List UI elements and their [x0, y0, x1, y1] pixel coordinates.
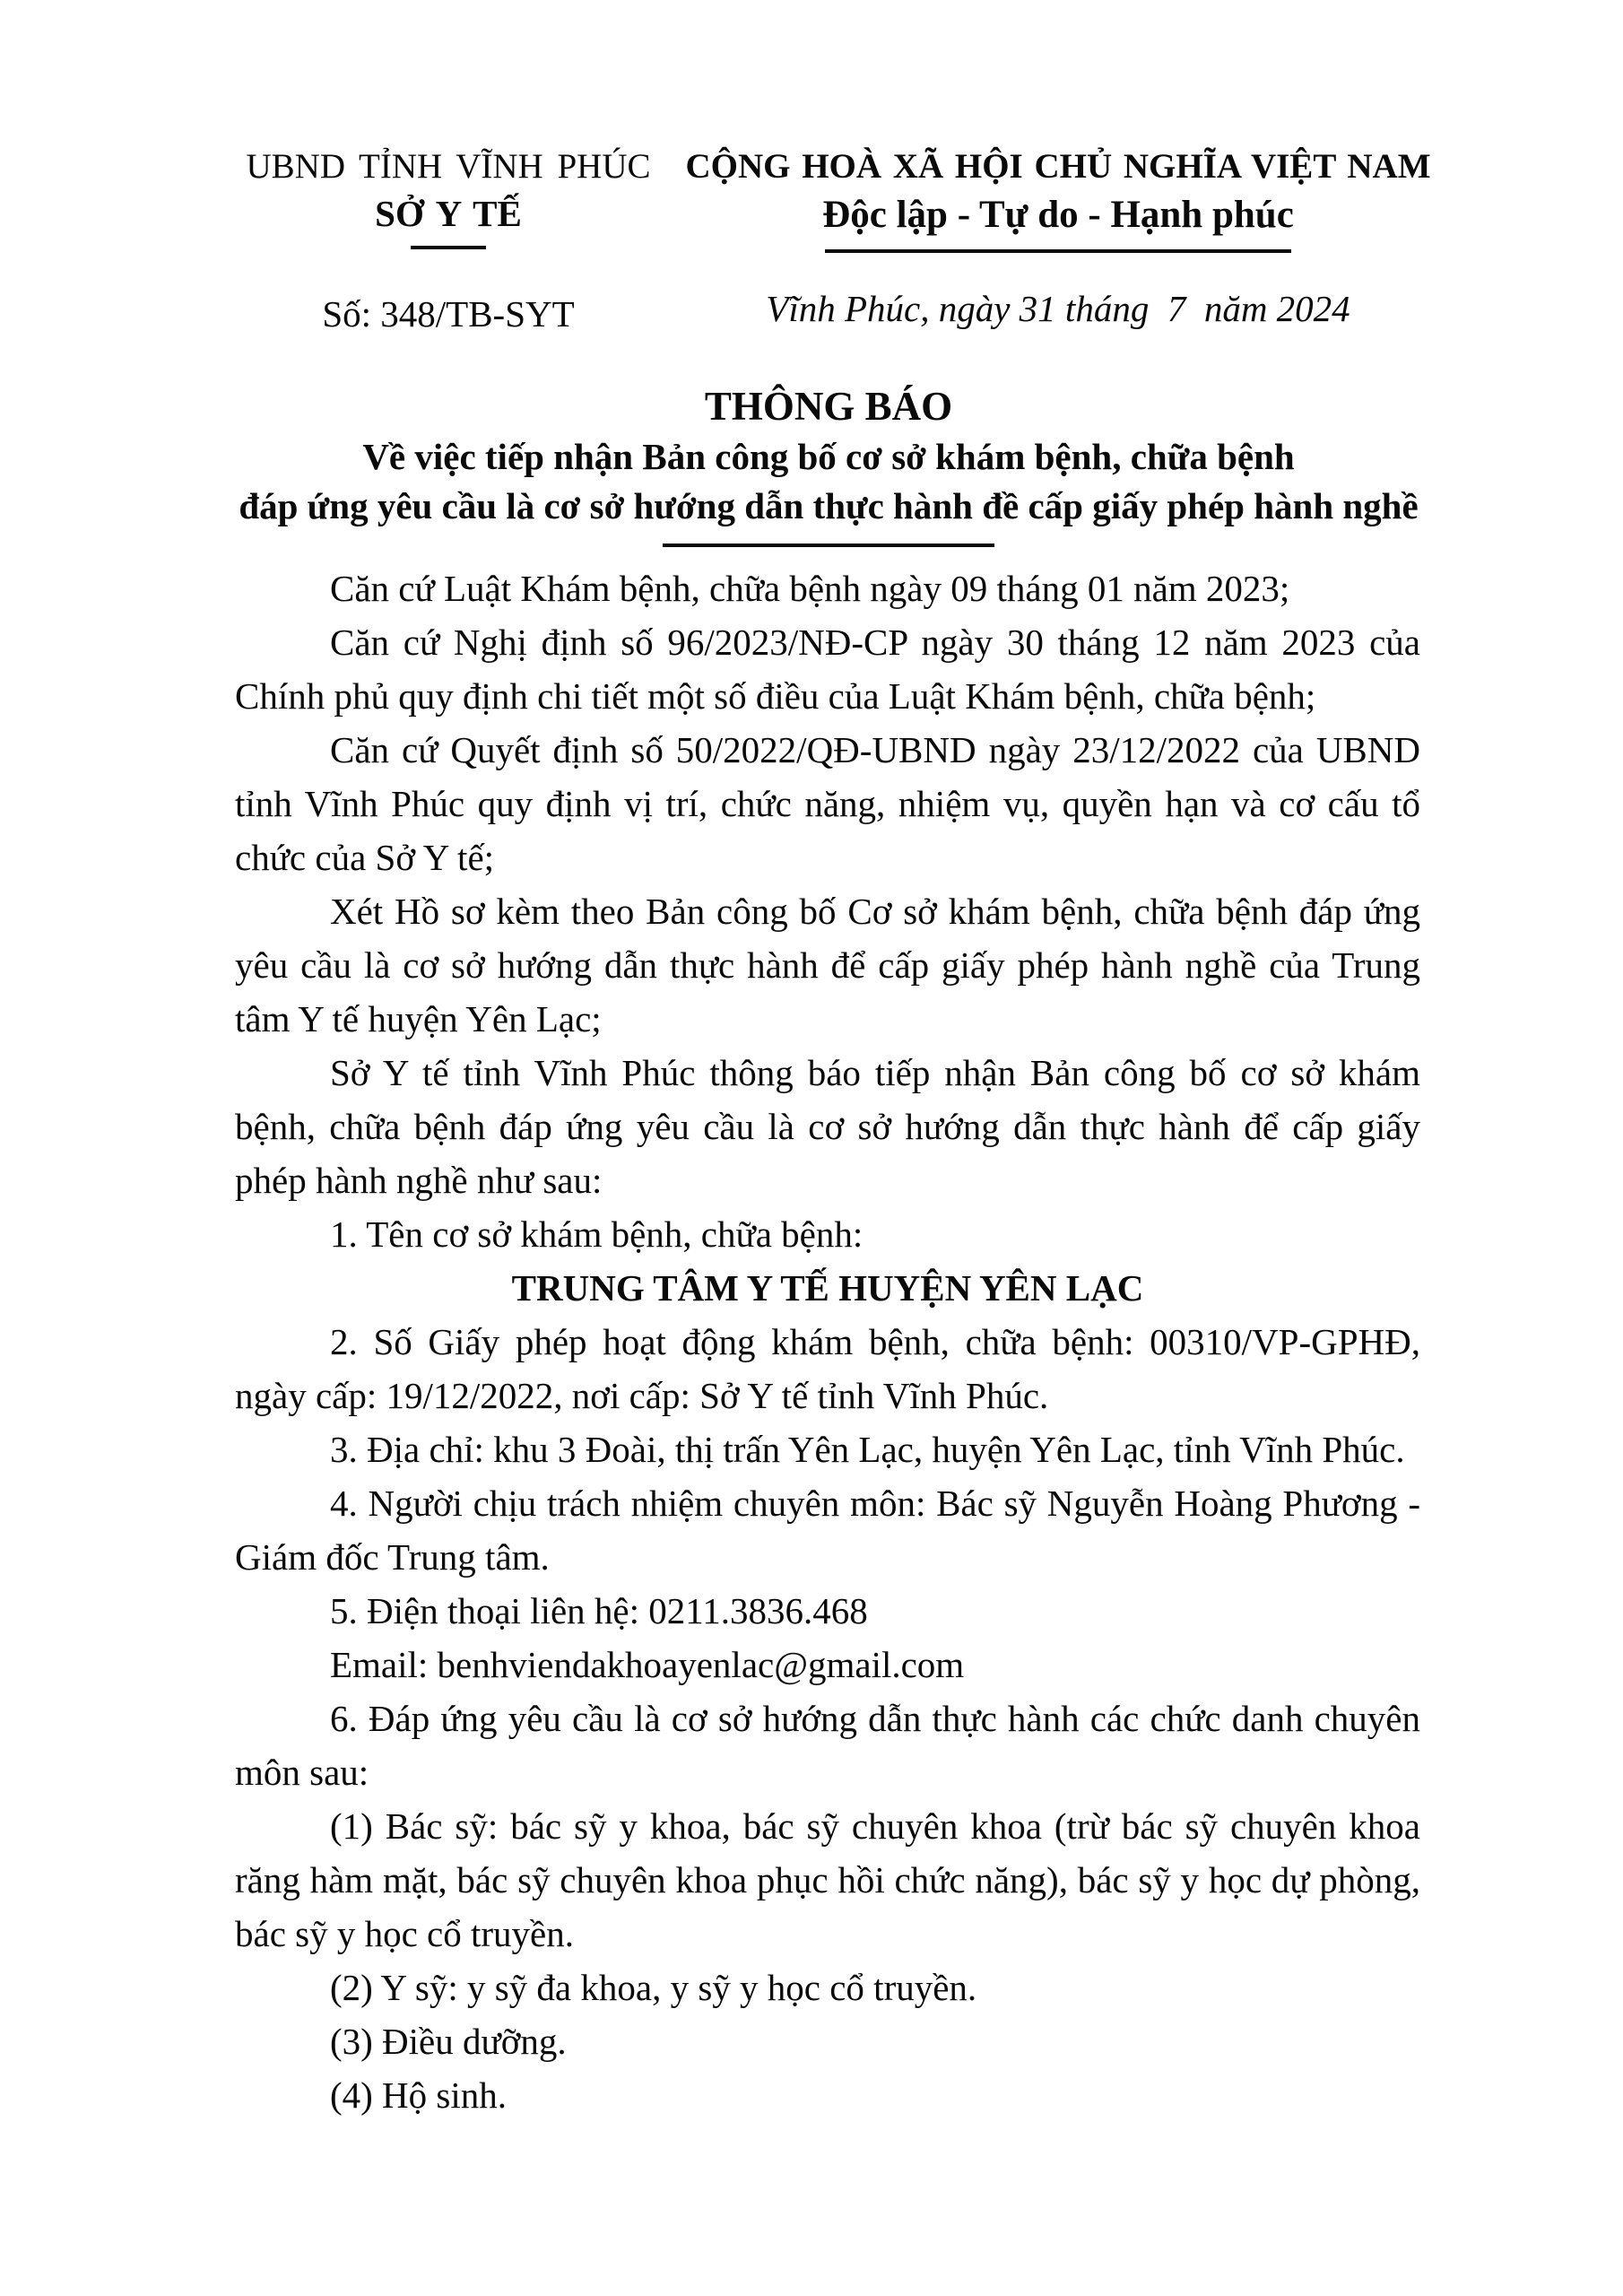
sub-item-3-nurses: (3) Điều dưỡng. — [330, 2021, 567, 2062]
paragraph-legal-basis-2: Căn cứ Nghị định số 96/2023/NĐ-CP ngày 30 tháng 12 năm 2023 của Chính phủ quy định chi tiết một số điều của Luật Khám bệnh, chữa bệnh; — [235, 622, 1420, 717]
national-motto: Độc lập - Tự do - Hạnh phúc — [822, 194, 1294, 236]
document-number: Số: 348/TB-SYT — [322, 293, 575, 335]
agency-underline — [411, 246, 486, 249]
document-title-block — [235, 380, 1422, 547]
document-title: THÔNG BÁO — [704, 384, 953, 429]
agency-parent-name: UBND TỈNH VĨNH PHÚC — [246, 147, 651, 186]
agency-name: SỞ Y TẾ — [375, 193, 522, 234]
national-motto-block — [673, 144, 1444, 332]
document-subtitle-line2: đáp ứng yêu cầu là cơ sở hướng dẫn thực hành đề cấp giấy phép hành nghề — [239, 485, 1419, 526]
sub-item-4-midwives: (4) Hộ sinh. — [330, 2074, 508, 2116]
paragraph-dossier-review: Xét Hồ sơ kèm theo Bản công bố Cơ sở khám bệnh, chữa bệnh đáp ứng yêu cầu là cơ sở hướng dẫn thực hành để cấp giấy phép hành nghề của Trung tâm Y tế huyện Yên Lạc; — [235, 891, 1420, 1039]
place-and-date: Vĩnh Phúc, ngày 31 tháng 7 năm 2024 — [766, 288, 1350, 329]
sub-item-1-doctors: (1) Bác sỹ: bác sỹ y khoa, bác sỹ chuyên khoa (trừ bác sỹ chuyên khoa răng hàm mặt, bác sỹ chuyên khoa phục hồi chức năng), bác sỹ y học dự phòng, bác sỹ y học cổ truyền. — [235, 1805, 1420, 1954]
paragraph-legal-basis-1: Căn cứ Luật Khám bệnh, chữa bệnh ngày 09 tháng 01 năm 2023; — [330, 568, 1290, 609]
document-header — [224, 144, 1444, 337]
item-5-phone: 5. Điện thoại liên hệ: 0211.3836.468 — [330, 1590, 868, 1631]
issuing-agency-block — [224, 144, 673, 337]
paragraph-legal-basis-3: Căn cứ Quyết định số 50/2022/QĐ-UBND ngày 23/12/2022 của UBND tỉnh Vĩnh Phúc quy định vị trí, chức năng, nhiệm vụ, quyền hạn và cơ cấu tổ chức của Sở Y tế; — [235, 729, 1420, 878]
item-3-address: 3. Địa chỉ: khu 3 Đoài, thị trấn Yên Lạc, huyện Yên Lạc, tỉnh Vĩnh Phúc. — [330, 1429, 1405, 1470]
paragraph-announcement: Sở Y tế tỉnh Vĩnh Phúc thông báo tiếp nhận Bản công bố cơ sở khám bệnh, chữa bệnh đáp ứng yêu cầu là cơ sở hướng dẫn thực hành để cấp giấy phép hành nghề như sau: — [235, 1052, 1420, 1201]
item-1-facility-name-label: 1. Tên cơ sở khám bệnh, chữa bệnh: — [330, 1213, 864, 1255]
national-title: CỘNG HOÀ XÃ HỘI CHỦ NGHĨA VIỆT NAM — [685, 147, 1431, 186]
document-body — [235, 561, 1420, 2122]
item-2-license-number: 2. Số Giấy phép hoạt động khám bệnh, chữa bệnh: 00310/VP-GPHĐ, ngày cấp: 19/12/2022, nơi cấp: Sở Y tế tỉnh Vĩnh Phúc. — [235, 1321, 1420, 1416]
item-4-responsible-person: 4. Người chịu trách nhiệm chuyên môn: Bác sỹ Nguyễn Hoàng Phương - Giám đốc Trung tâm. — [235, 1483, 1420, 1578]
item-6-professional-titles-label: 6. Đáp ứng yêu cầu là cơ sở hướng dẫn thực hành các chức danh chuyên môn sau: — [235, 1698, 1420, 1793]
sub-item-2-physician-assistants: (2) Y sỹ: y sỹ đa khoa, y sỹ y học cổ truyền. — [330, 1967, 977, 2008]
email-line: Email: benhviendakhoayenlac@gmail.com — [330, 1644, 965, 1685]
document-subtitle-line1: Về việc tiếp nhận Bản công bố cơ sở khám bệnh, chữa bệnh — [362, 436, 1295, 477]
title-underline — [663, 544, 994, 547]
motto-underline — [825, 249, 1291, 253]
facility-name: TRUNG TÂM Y TẾ HUYỆN YÊN LẠC — [511, 1267, 1144, 1309]
